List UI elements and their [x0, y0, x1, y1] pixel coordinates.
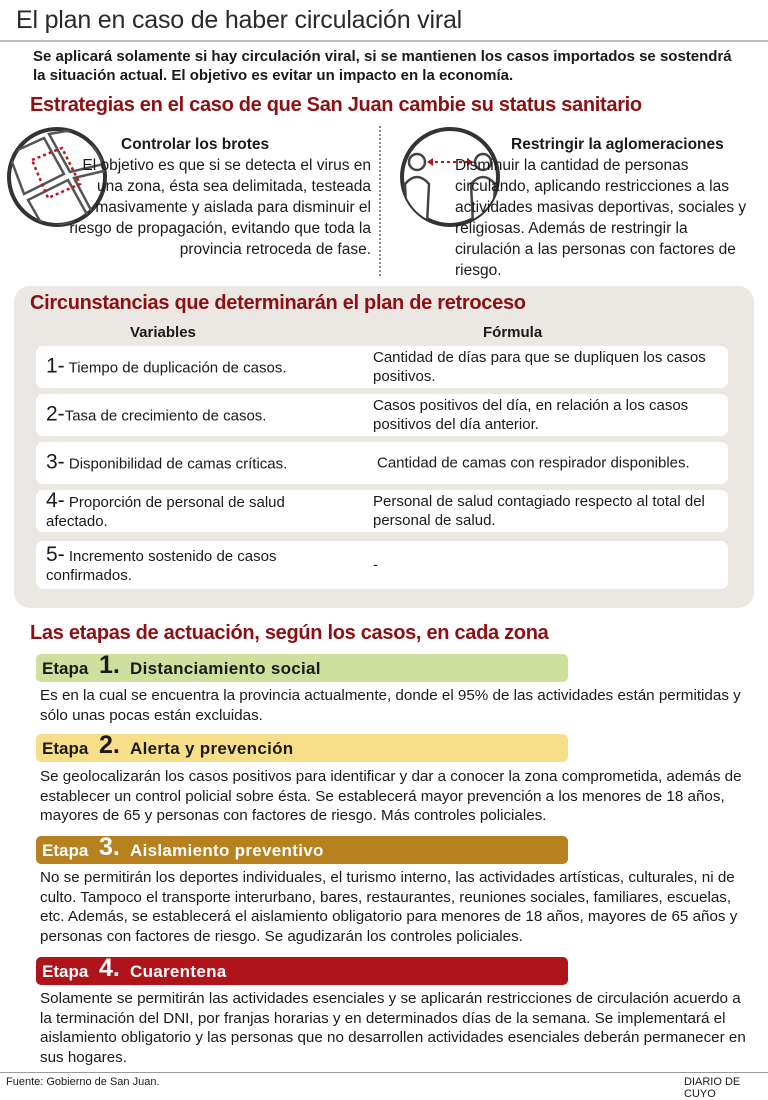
stages-heading: Las etapas de actuación, según los casos, en cada zona — [30, 622, 549, 644]
variable-text: Incremento sostenido de casos confirmados. — [46, 548, 277, 584]
stage-3-description: No se permitirán los deportes individuales, el turismo interno, las actividades artísticas, culturales, ni de culto. Tampoco el transporte interurbano, bares, restaurantes, reuniones sociales, familiares, escuelas, etc. Además, se establecerá el aislamiento obligatorio para menores de 18 años, mayores de 65 años y personas con factores de riesgo. Se agudizarán los controles policiales. — [40, 869, 738, 945]
table-row — [36, 346, 728, 388]
table-row — [36, 442, 728, 484]
stage-2-bar — [36, 731, 568, 762]
variable-text: Tiempo de duplicación de casos. — [68, 359, 287, 377]
stage-4-bar — [36, 954, 568, 985]
strategy-left-title — [121, 134, 371, 155]
title-divider — [0, 40, 768, 42]
formula-cell: Cantidad de días para que se dupliquen los casos positivos. — [373, 349, 706, 385]
brand-credit: DIARIO DE CUYO — [684, 1076, 741, 1100]
formula-cell: Casos positivos del día, en relación a los casos positivos del día anterior. — [373, 397, 689, 433]
stage-1-description: Es en la cual se encuentra la provincia actualmente, donde el 95% de las actividades están permitidas y sólo unas pocas están excluidas. — [40, 687, 741, 724]
stage-number: 2. — [99, 731, 120, 759]
page-title: El plan en caso de haber circulación viral — [16, 6, 463, 34]
stage-label: Etapa — [42, 659, 89, 678]
stage-name: Alerta y prevención — [130, 739, 294, 758]
row-number: 1- — [46, 354, 65, 378]
stage-number: 3. — [99, 833, 120, 861]
stage-label: Etapa — [42, 841, 89, 860]
stage-name: Distanciamiento social — [130, 659, 321, 678]
formula-cell: - — [373, 556, 378, 574]
strategy-right-title — [511, 134, 761, 155]
row-number: 4- — [46, 489, 65, 512]
variable-cell — [46, 545, 316, 585]
strategies-divider — [379, 126, 381, 276]
stage-label: Etapa — [42, 739, 89, 758]
variable-cell — [46, 402, 356, 426]
stage-name: Aislamiento preventivo — [130, 841, 324, 860]
strategy-left-text: El objetivo es que si se detecta el virus en una zona, ésta sea delimitada, testeada masivamente y aislada para disminuir el riesgo de propagación, evitando que toda la provincia retroceda de fase. — [69, 157, 371, 258]
intro-paragraph: Se aplicará solamente si hay circulación viral, si se mantienen los casos importados se sostendrá la situación actual. El objetivo es evitar un impacto en la economía. — [33, 48, 732, 84]
strategy-left-title-text: Controlar los brotes — [121, 136, 270, 153]
strategy-right-text: Disminuir la cantidad de personas circulando, aplicando restricciones a las actividades masivas deportivas, sociales y religiosas. Además de restringir la cirulación a las personas con factores de riesgo. — [455, 157, 747, 279]
variable-cell — [46, 491, 286, 531]
strategies-heading: Estrategias en el caso de que San Juan cambie su status sanitario — [30, 94, 642, 116]
variable-cell — [46, 450, 356, 474]
column-header-variables: Variables — [130, 324, 196, 341]
source-note: Fuente: Gobierno de San Juan. — [6, 1076, 160, 1088]
strategy-right-title-text: Restringir la aglomeraciones — [511, 136, 724, 153]
row-number: 3- — [46, 450, 65, 474]
table-row — [36, 490, 728, 532]
table-row — [36, 541, 728, 589]
row-number: 5- — [46, 543, 65, 566]
stage-name: Cuarentena — [130, 962, 227, 981]
stage-2-description: Se geolocalizarán los casos positivos para identificar y dar a conocer la zona comprometida, además de establecer un control policial sobre ésta. Se establecerá mayor prevención a los menores de 18 años, mayores de 65 y personas con factores de riesgo. Más controles policiales. — [40, 768, 742, 824]
variable-text: Tasa de crecimiento de casos. — [64, 407, 267, 425]
variable-cell — [46, 354, 356, 378]
stage-4-description: Solamente se permitirán las actividades esenciales y se aplicarán restricciones de circulación acuerdo a la terminación del DNI, por franjas horarias y en determinados días de la semana. Se implementará el aislamiento obligatorio y las personas que no desarrollen actividades esenciales deberán permanecer en sus hogares. — [40, 990, 746, 1066]
stage-1-bar — [36, 651, 568, 682]
column-header-formula: Fórmula — [483, 324, 543, 341]
footer-rule — [0, 1072, 768, 1073]
formula-cell: Personal de salud contagiado respecto al total del personal de salud. — [373, 493, 705, 529]
stage-label: Etapa — [42, 962, 89, 981]
variable-text: Proporción de personal de salud afectado. — [46, 494, 285, 530]
stage-number: 1. — [99, 651, 120, 679]
stage-number: 4. — [99, 954, 120, 982]
row-number: 2- — [46, 402, 65, 426]
circumstances-heading: Circunstancias que determinarán el plan de retroceso — [30, 292, 526, 314]
stage-3-bar — [36, 833, 568, 864]
table-row — [36, 394, 728, 436]
variable-text: Disponibilidad de camas críticas. — [68, 455, 288, 473]
formula-cell: Cantidad de camas con respirador disponibles. — [377, 454, 690, 472]
